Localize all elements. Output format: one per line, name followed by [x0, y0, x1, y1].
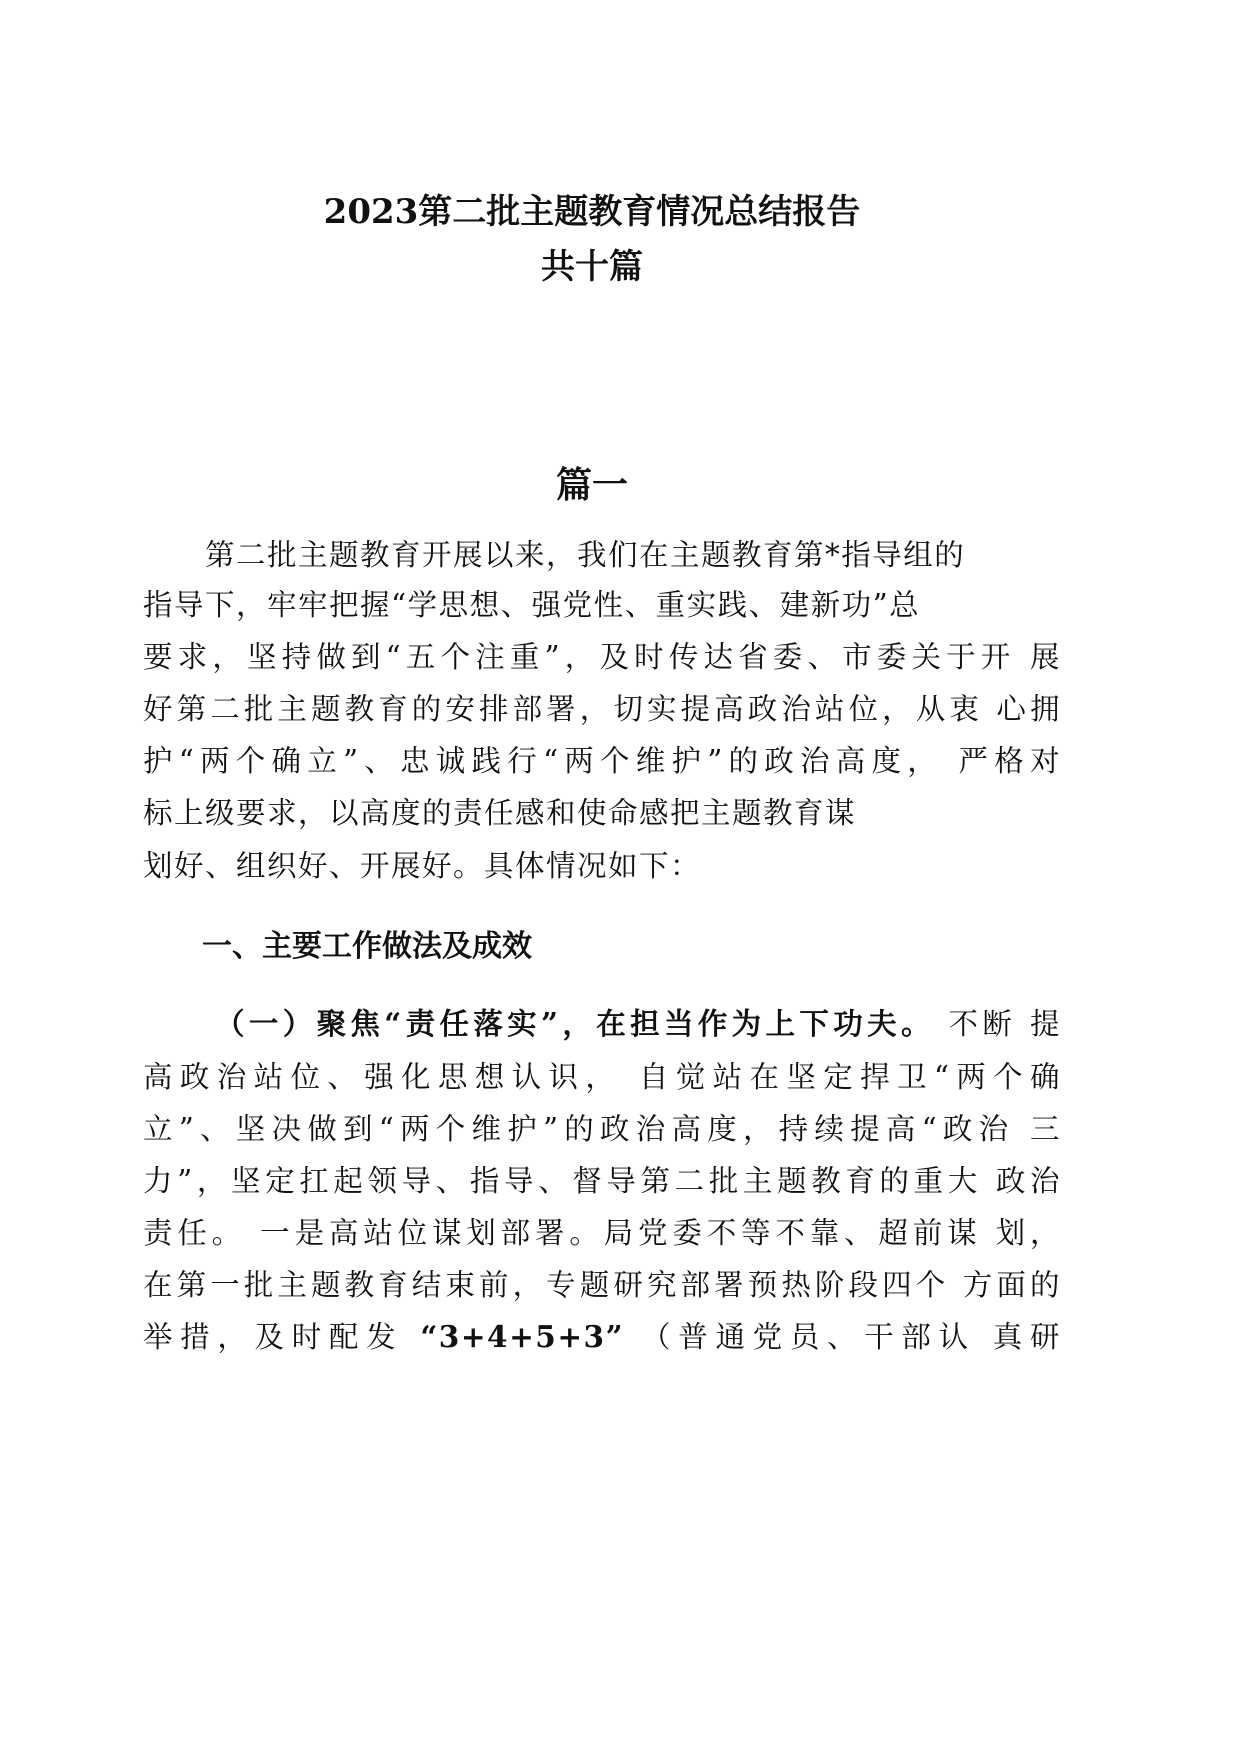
- subsection-lead-rest: 不断 提: [934, 1007, 1061, 1041]
- intro-line-6: 标上级要求，以高度的责任感和使命感把主题教育谋: [143, 796, 857, 830]
- subsection-line-4: 责任。 一是高站位谋划部署。局党委不等不靠、超前谋 划，: [143, 1216, 1061, 1250]
- last-line-end: （普通党员、干部认 真研: [624, 1320, 1061, 1354]
- section-heading: 一、主要工作做法及成效: [202, 929, 532, 964]
- intro-line-5: 护“两个确立”、忠诚践行“两个维护”的政治高度， 严格对: [143, 744, 1061, 778]
- intro-line-7: 划好、组织好、开展好。具体情况如下：: [143, 849, 702, 883]
- subsection-heading: （一）聚焦“责任落实”，在担当作为上下功夫。: [215, 1006, 935, 1041]
- document-subtitle: 共十篇: [541, 247, 643, 287]
- formula-highlight: “3+4+5+3”: [420, 1319, 625, 1354]
- subsection-line-2: 立”、坚决做到“两个维护”的政治高度，持续提高“政治 三: [143, 1112, 1061, 1146]
- last-line-start: 举措，及时配发: [143, 1320, 421, 1354]
- subsection-lead-line: [215, 1004, 1061, 1044]
- subsection-line-5: 在第一批主题教育结束前，专题研究部署预热阶段四个 方面的: [143, 1268, 1061, 1302]
- document-title: 2023第二批主题教育情况总结报告: [323, 192, 861, 232]
- intro-line-3: 要求，坚持做到“五个注重”，及时传达省委、市委关于开 展: [143, 640, 1061, 674]
- subsection-line-6: [143, 1317, 1061, 1357]
- subsection-line-3: 力”，坚定扛起领导、指导、督导第二批主题教育的重大 政治: [143, 1164, 1061, 1198]
- intro-line-4: 好第二批主题教育的安排部署，切实提高政治站位，从衷 心拥: [143, 692, 1061, 726]
- subsection-line-1: 高政治站位、强化思想认识， 自觉站在坚定捍卫“两个确: [143, 1060, 1061, 1094]
- intro-line-1: 第二批主题教育开展以来，我们在主题教育第*指导组的: [205, 538, 966, 572]
- intro-line-2: 指导下，牢牢把握“学思想、强党性、重实践、建新功”总: [143, 588, 921, 622]
- chapter-heading: 篇一: [555, 465, 628, 506]
